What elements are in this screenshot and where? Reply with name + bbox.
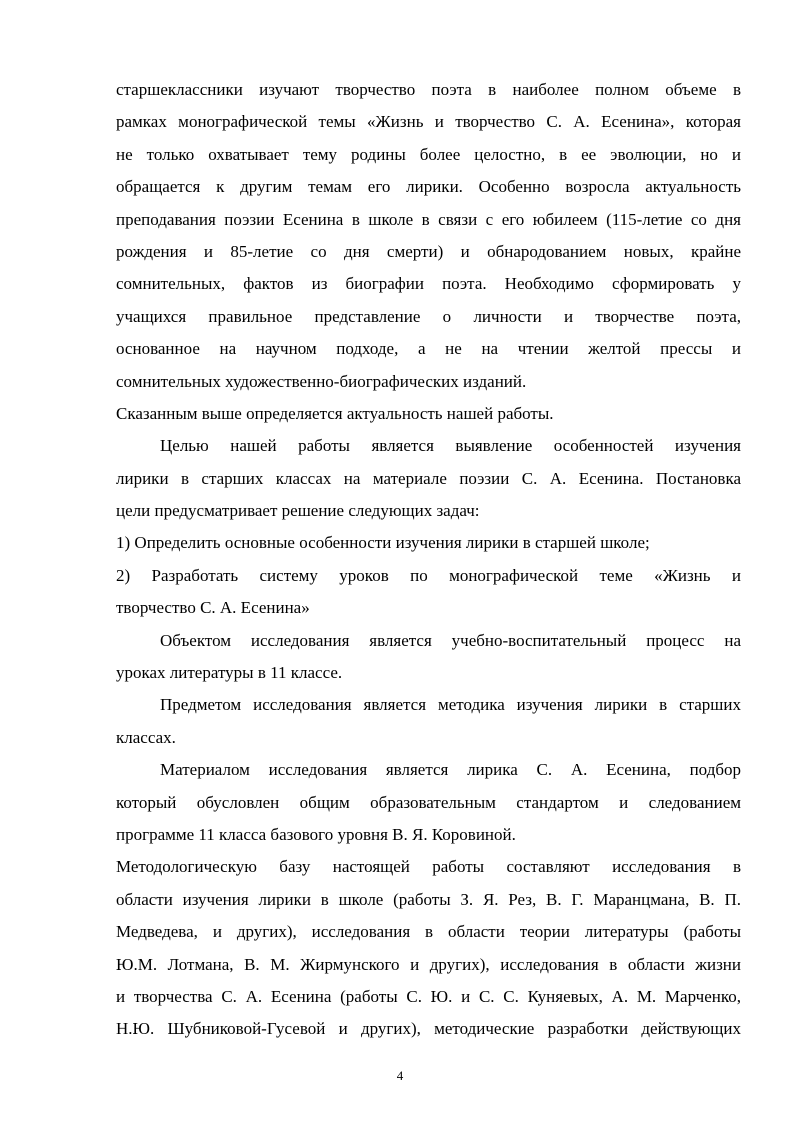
text-line: не только охватывает тему родины более целостно, в ее эволюции, но и	[116, 144, 741, 164]
text-line: цели предусматривает решение следующих задач:	[116, 501, 480, 521]
text-line: Материалом исследования является лирика С. А. Есенина, подбор	[160, 760, 741, 780]
text-line: учащихся правильное представление о личности и творчестве поэта,	[116, 306, 741, 326]
text-line: основанное на научном подходе, а не на чтении желтой прессы и	[116, 339, 741, 359]
text-line: старшеклассники изучают творчество поэта в наиболее полном объеме в	[116, 80, 741, 99]
text-line: творчество С. А. Есенина»	[116, 598, 310, 618]
text-line: сомнительных художественно-биографических изданий.	[116, 371, 527, 391]
text-line: Целью нашей работы является выявление особенностей изучения	[160, 436, 741, 456]
text-line: преподавания поэзии Есенина в школе в связи с его юбилеем (115-летие со дня	[116, 209, 741, 229]
list-item: 1) Определить основные особенности изучения лирики в старшей школе;	[116, 533, 650, 553]
text-line: рождения и 85-летие со дня смерти) и обнародованием новых, крайне	[116, 241, 741, 261]
text-line: Объектом исследования является учебно-воспитательный процесс на	[160, 630, 741, 650]
body-text	[116, 74, 741, 1046]
text-line: Н.Ю. Шубниковой-Гусевой и других), методические разработки действующих	[116, 1019, 741, 1039]
text-line: лирики в старших классах на материале поэзии С. А. Есенина. Постановка	[116, 468, 741, 488]
text-line: и творчества С. А. Есенина (работы С. Ю. и С. С. Куняевых, А. М. Марченко,	[116, 986, 741, 1006]
text-line: Ю.М. Лотмана, В. М. Жирмунского и других), исследования в области жизни	[116, 954, 741, 974]
text-line: который обусловлен общим образовательным стандартом и следованием	[116, 792, 741, 812]
text-line: классах.	[116, 727, 176, 747]
text-line: Медведева, и других), исследования в области теории литературы (работы	[116, 922, 741, 942]
text-line: Методологическую базу настоящей работы составляют исследования в	[116, 857, 741, 877]
text-line: рамках монографической темы «Жизнь и творчество С. А. Есенина», которая	[116, 112, 741, 132]
page-number: 4	[396, 1068, 404, 1083]
text-line: сомнительных, фактов из биографии поэта. Необходимо сформировать у	[116, 274, 741, 294]
text-line: программе 11 класса базового уровня В. Я. Коровиной.	[116, 824, 516, 844]
list-item: 2) Разработать систему уроков по монографической теме «Жизнь и	[116, 565, 741, 585]
text-line: области изучения лирики в школе (работы З. Я. Рез, В. Г. Маранцмана, В. П.	[116, 889, 741, 909]
text-line: уроках литературы в 11 классе.	[116, 663, 343, 683]
text-line: Сказанным выше определяется актуальность нашей работы.	[116, 403, 554, 423]
text-line: Предметом исследования является методика изучения лирики в старших	[160, 695, 741, 715]
text-line: обращается к другим темам его лирики. Особенно возросла актуальность	[116, 177, 741, 197]
